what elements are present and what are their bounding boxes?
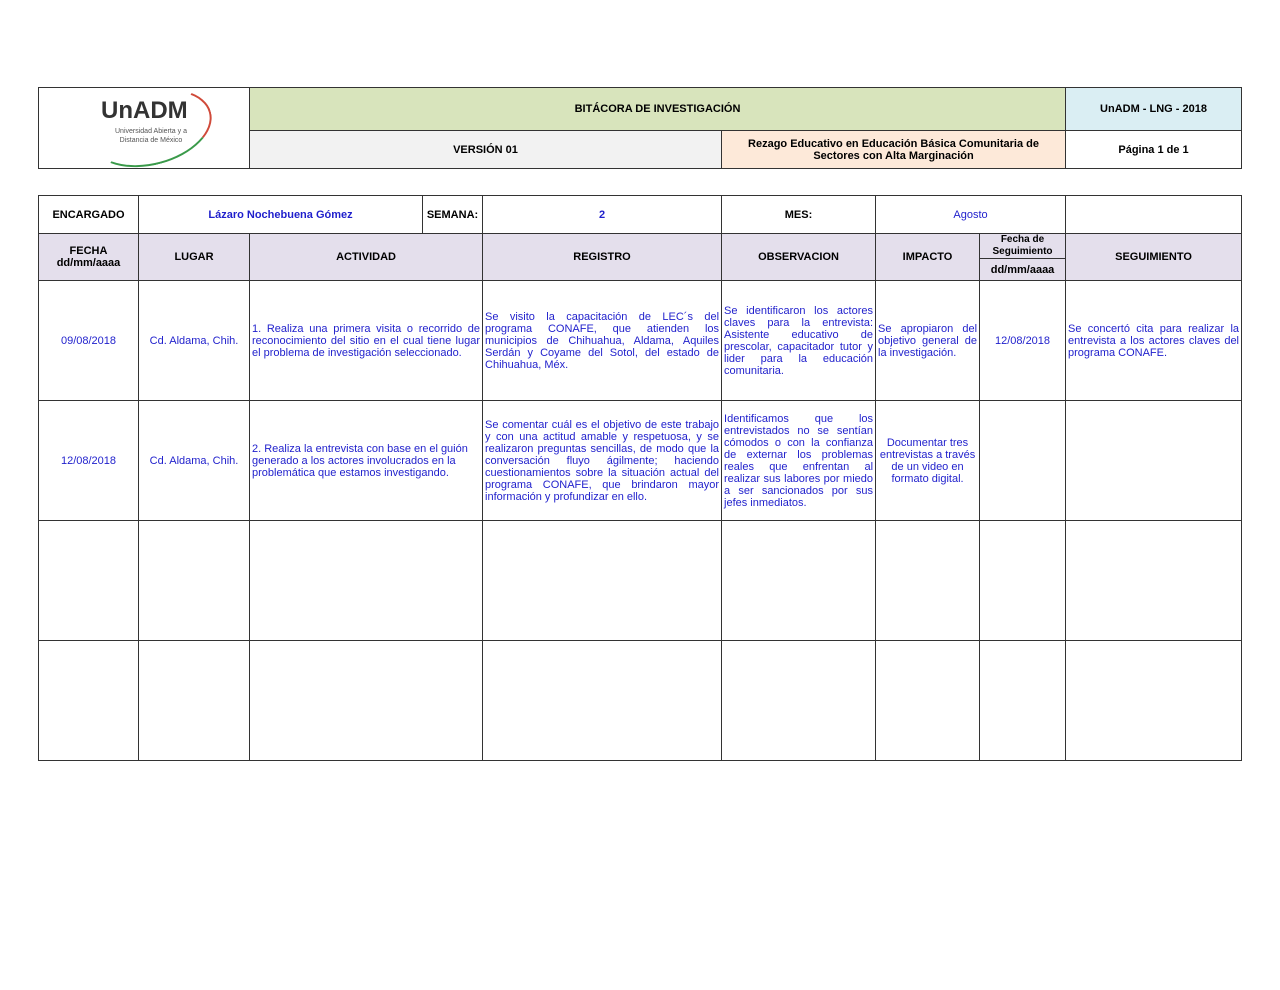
logo <box>39 88 250 169</box>
col-impacto: IMPACTO <box>876 234 980 281</box>
mes-value: Agosto <box>876 196 1066 234</box>
actividad-cell: 2. Realiza la entrevista con base en el guión generado a los actores involucrados en la problemática que estamos investigando. <box>250 401 483 521</box>
project-title: Rezago Educativo en Educación Básica Comunitaria de Sectores con Alta Marginación <box>722 131 1066 169</box>
col-seguimiento: SEGUIMIENTO <box>1066 234 1242 281</box>
table-row <box>39 281 1242 401</box>
col-lugar: LUGAR <box>139 234 250 281</box>
col-observacion: OBSERVACION <box>722 234 876 281</box>
logo-title: UnADM <box>101 97 188 124</box>
fecha-cell: 12/08/2018 <box>39 401 139 521</box>
encargado-label: ENCARGADO <box>39 196 139 234</box>
document-header <box>38 87 1242 169</box>
seguimiento-cell: Se concertó cita para realizar la entrevista a los actores claves del programa CONAFE. <box>1066 281 1242 401</box>
mes-label: MES: <box>722 196 876 234</box>
fecha-format: dd/mm/aaaa <box>56 257 121 269</box>
table-row-empty <box>39 641 1242 761</box>
document-title: BITÁCORA DE INVESTIGACIÓN <box>250 88 1066 131</box>
fecha-label: FECHA <box>69 245 108 257</box>
seguimiento-cell <box>1066 401 1242 521</box>
version: VERSIÓN 01 <box>250 131 722 169</box>
col-fecha-seguimiento: Fecha de Seguimiento <box>980 234 1066 259</box>
log-table <box>38 195 1242 761</box>
semana-label: SEMANA: <box>423 196 483 234</box>
fecha-seguimiento-cell <box>980 401 1066 521</box>
encargado-value: Lázaro Nochebuena Gómez <box>139 196 423 234</box>
table-row-empty <box>39 521 1242 641</box>
observacion-cell: Se identificaron los actores claves para la entrevista: Asistente educativo de prescolar, capacitador tutor y lider para la educación comunitaria. <box>722 281 876 401</box>
registro-cell: Se comentar cuál es el objetivo de este trabajo y con una actitud amable y respetuosa, y se realizaron preguntas sencillas, de modo que la conversación fluyo ágilmente; haciendo cuestionamientos sobre la situación actual del programa CONAFE, que brindaron mayor información y profundizar en ello. <box>483 401 722 521</box>
actividad-cell: 1. Realiza una primera visita o recorrido de reconocimiento del sitio en el cual tiene lugar el problema de investigación seleccionado. <box>250 281 483 401</box>
registro-cell: Se visito la capacitación de LEC´s del programa CONAFE, que atienden los municipios de Chihuahua, Aldama, Aquiles Serdán y Coyame del Sotol, del estado de Chihuahua, Méx. <box>483 281 722 401</box>
col-actividad: ACTIVIDAD <box>250 234 483 281</box>
fecha-cell: 09/08/2018 <box>39 281 139 401</box>
table-row <box>39 401 1242 521</box>
impacto-cell: Documentar tres entrevistas a través de un video en formato digital. <box>876 401 980 521</box>
lugar-cell: Cd. Aldama, Chih. <box>139 281 250 401</box>
observacion-cell: Identificamos que los entrevistados no se sentían cómodos o con la confianza de externar los problemas reales que enfrentan al realizar sus labores por miedo a ser sancionados por sus jefes inmediatos. <box>722 401 876 521</box>
semana-value: 2 <box>483 196 722 234</box>
logo-subtitle: Universidad Abierta y a Distancia de México <box>115 128 187 144</box>
lugar-cell: Cd. Aldama, Chih. <box>139 401 250 521</box>
document-code: UnADM - LNG - 2018 <box>1066 88 1242 131</box>
col-registro: REGISTRO <box>483 234 722 281</box>
impacto-cell: Se apropiaron del objetivo general de la investigación. <box>876 281 980 401</box>
empty-cell <box>1066 196 1242 234</box>
col-fecha <box>39 234 139 281</box>
fecha-seguimiento-cell: 12/08/2018 <box>980 281 1066 401</box>
page-number: Página 1 de 1 <box>1066 131 1242 169</box>
fecha-seguimiento-format: dd/mm/aaaa <box>980 259 1066 281</box>
